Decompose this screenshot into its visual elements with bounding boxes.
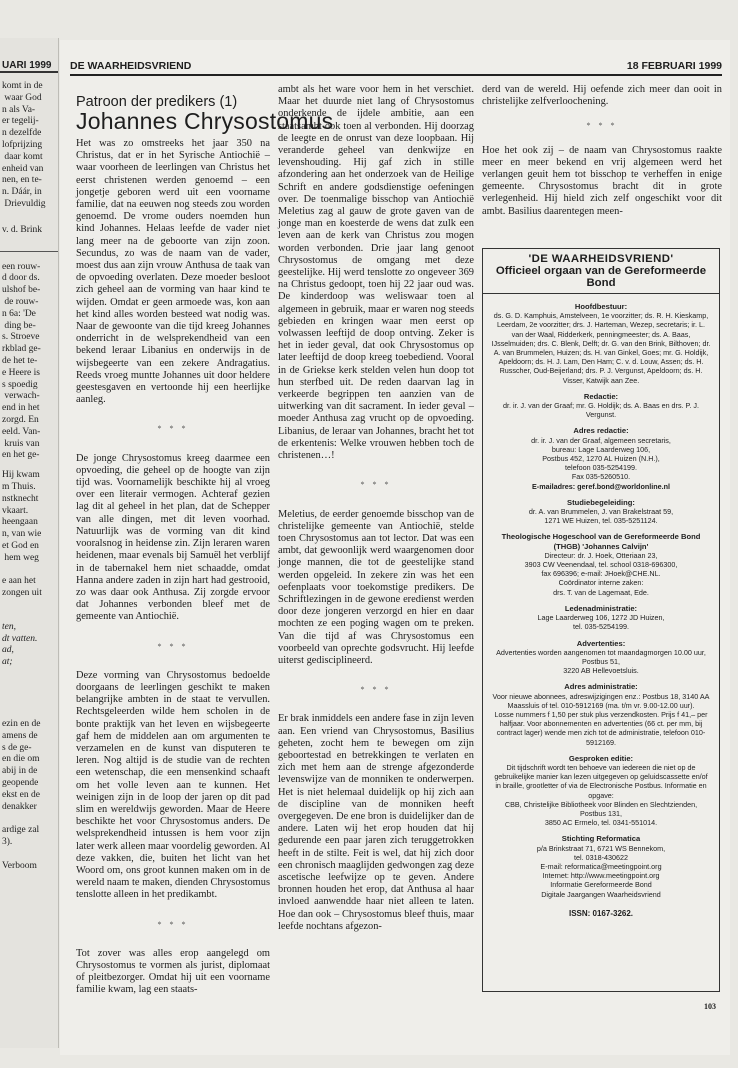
masthead-section xyxy=(491,834,711,898)
publication-name: DE WAARHEIDSVRIEND xyxy=(70,60,192,72)
masthead-section xyxy=(491,639,711,676)
section-separator: * * * xyxy=(360,685,392,695)
section-heading: Gesproken editie: xyxy=(568,753,634,763)
paragraph: De jonge Chrysostomus kreeg daarmee een opvoeding, die geheel op de hoogte van zijn tijd was. Voornamelijk beschikte hij al vroeg over een literair vermogen. Achteraf gezien lag dit al geheel in het plan, dat de Schepper van alle dingen, met dit leven voorhad. Natuurlijk was de vorming van dit kind vooralsnog in heidense zin. Zijn leraren waren heidenen, maar evenals bij Samuël het verblijf in de tabernakel hem niet schaadde, omdat Hanna andere zaden in zijn hart had gestrooid, zo was daar ook Anthusa. Zij zorgde ervoor dat Johannes verbonden bleef met de gemeente van Antiochië. xyxy=(76,452,270,623)
paragraph: derd van de wereld. Hij oefende zich meer dan ooit in christelijke zelfverloochening. xyxy=(482,84,722,108)
section-heading: Studiebegeleiding: xyxy=(567,497,635,507)
previous-page-poem: ten, dt vatten. ad, at; xyxy=(2,621,38,668)
section-text: ds. G. D. Kamphuis, Amstelveen, 1e voorzitter; ds. R. H. Kieskamp, Leerdam, 2e voorzitter; drs. J. Harteman, Wezep, secretaris; ir. L. van der Waal, Ridderkerk, penningmeester; ds. A. Baas, IJsselmuiden; drs. C. Blenk, Delft; dr. G. van den Brink, Bilthoven; dr. A. van Brummelen, Huizen; ds. H. van Ginkel, Goes; mr. G. Holdijk, Apeldoorn; ds. H. J. Lam, Den Ham; C. v. d. Louw, Assen; ds. H. Russcher, Oud-Beijerland; drs. P. J. Vergunst, Apeldoorn; ds. H. Visser, Katwijk aan Zee. xyxy=(491,311,711,385)
running-header xyxy=(70,58,722,76)
paragraph: ambt als het ware voor hem in het verschiet. Maar het duurde niet lang of Chrysostomus onderkende de ijdele ambitie, aan een staatsambt ook toen al verbonden. Hij doorzag de leegte en de onrust van deze loopbaan. Hij veranderde geheel van denkwijze en levenshouding. Hij gaf zich in stille afzondering aan het onderzoek van de Heilige Schrift en andere godsdienstige oefeningen over. De toenmalige bisschop van Antiochië Meletius zag al gauw de grote gaven van de jonge man en koesterde de wens dat zulk een leven aan de kerk van Christus zou mogen worden verbonden. Drie jaar lang genoot Chrysostomus de omgang met deze geestelijke. Hij werd tenslotte zo ongeveer 369 na Christus gedoopt, toen hij 22 jaar oud was. De kinderdoop was weliswaar toen al algemeen in gebruik, maar er waren nog steeds gebieden en kringen waar men eerst op volwassen leeftijd de doop ontving. Zeker is het in ieder geval, dat ook Chrysostomus op later leeftijd de doop kreeg toebediend. Vooral in de Griekse kerk stelden velen hun doop tot hun sterfbed uit. De reden daarvan lag in verkeerde begrippen ten aanzien van de uitwerking van dit sacrament. In ieder geval – moeder Anthusa zag vrucht op de opvoeding. Libanius, de leraar van Johannes, bracht het tot de erkentenis: Welke vrouwen hebben toch de christenen…! xyxy=(278,84,474,462)
previous-page-text-lower: Hij kwam m Thuis. nstknecht vkaart. heengaan n, van wie et God en hem weg e aan het zongen uit xyxy=(2,470,42,599)
masthead-section xyxy=(491,754,711,828)
section-separator: * * * xyxy=(586,121,618,131)
section-separator: * * * xyxy=(157,641,189,651)
masthead-section xyxy=(491,482,711,491)
masthead-title: 'DE WAARHEIDSVRIEND' xyxy=(528,253,674,265)
email-address: E-mailadres: geref.bond@worldonline.nl xyxy=(532,481,670,491)
previous-page-divider xyxy=(0,251,58,252)
paragraph: Meletius, de eerder genoemde bisschop van de christelijke gemeente van Antiochië, stelde toen Chrysostomus aan tot lector. Dat was een ambt, dat gewoonlijk werd waargenomen door jonge mannen, die tot de geestelijke stand werden opgeleid. In zekere zin was het een oefenplaats voor toekomstige predikers. De Schriftlezingen in de gewone eredienst werden door deze jongeren verzorgd en hier en daar mochten ze een poging wagen om te preken. Van die tijd af was Chrysostomus een voorbeeld van oprechte godsvrucht. Hij leefde uiterst gedisciplineerd. xyxy=(278,508,474,666)
previous-page-text-mid: een rouw- d door ds. ulshof be- de rouw- n 6a: 'De ding be- s. Stroeve rkblad ge- de het te- e Heere is s spoedig verwach- end in het zorgd. En eeld. Van- kruis van en het ge- xyxy=(2,261,41,461)
section-text: dr. ir. J. van der Graaf; mr. G. Holdijk; ds. A. Baas en drs. P. J. Vergunst. xyxy=(502,401,699,420)
masthead-section xyxy=(491,302,711,385)
issue-date: 18 FEBRUARI 1999 xyxy=(626,60,722,72)
masthead-section xyxy=(491,498,711,526)
masthead-section xyxy=(491,392,711,420)
section-heading: Advertenties: xyxy=(576,638,626,648)
section-heading: Hoofdbestuur: xyxy=(574,302,628,311)
masthead-section xyxy=(491,426,711,481)
masthead-box xyxy=(482,248,720,992)
article-kicker: Patroon der predikers (1) xyxy=(76,94,238,110)
paragraph: Tot zover was alles erop aangelegd om Chrysostomus te vormen als jurist, diplomaat of pleitbezorger. Omdat hij uit een voorname familie kwam, lag een staats- xyxy=(76,947,270,996)
section-text: Lage Laarderweg 106, 1272 JD Huizen, tel. 035-5254199. xyxy=(537,613,665,632)
issn-number: ISSN: 0167-3262. xyxy=(568,908,634,918)
page-number: 103 xyxy=(704,1002,716,1011)
previous-page-strip xyxy=(0,38,59,1048)
section-text: Dit tijdschrift wordt ten behoeve van iedereen die niet op de gebruikelijke manier kan lezen uitgegeven op geluidscassette en/of in braille, grootletter of via de Electronische Postbus. Informatie en opgave: CBB, Christelijke Bibliotheek voor Blinden en Slechtzienden, Postbus 131, 3850 AC Ermelo, tel. 0341-551014. xyxy=(494,762,708,828)
section-separator: * * * xyxy=(360,480,392,490)
section-text: Advertenties worden aangenomen tot maandagmorgen 10.00 uur, Postbus 51, 3220 AB Hellevoetsluis. xyxy=(496,647,706,676)
article-column-2 xyxy=(278,84,474,933)
previous-page-signature: v. d. Brink xyxy=(2,224,43,235)
section-heading: Redactie: xyxy=(583,391,619,401)
paragraph: Het was zo omstreeks het jaar 350 na Christus, dat er in het Syrische Antiochië – waar voorheen de leerlingen van Christus het eerst christenen werden genoemd – een jongetje geboren werd uit een voorname familie, dat na eeuwen nog steeds zou worden genoemd. De vrome ouders noemden hun kind Johannes. Helaas leefde de vader niet lang meer na de geboorte van zijn zoon. Secundus, zo was de naam van de vader, moest dus aan zijn vrouw Anthusa de taak van de opvoeding overlaten. Deze moeder besloot zich geheel aan de vorming van haar kind te wijden. Omdat er geen armoede was, kon aan het kind alles worden besteed wat nodig was. Naar de gewoonte van die tijd kreeg Johannes onderricht in de welsprekendheid van een bekend leraar Libanius en onderwijs in de wijsbegeerte van een zekere Andragatius. Reeds vroeg muntte Johannes uit door heldere geestesgaven en vertoonde hij een heerlijke aanleg. xyxy=(76,138,270,406)
article-column-3 xyxy=(482,84,722,218)
masthead-divider xyxy=(483,293,719,294)
paragraph: Hoe het ook zij – de naam van Chrysostomus raakte meer en meer bekend en vrij algemeen werd het verlangen geuit hem tot bisschop te verheffen in enige gemeente. Chrysostomus bracht dit in grote verlegenheid. Hij hield zich zelf ongeschikt voor dit ambt. Basilius daarentegen meen- xyxy=(482,144,722,217)
section-heading: Theologische Hogeschool van de Gereformeerde Bond (THGB) 'Johannes Calvijn' xyxy=(501,532,701,551)
section-text: dr. ir. J. van der Graaf, algemeen secretaris, bureau: Lage Laarderweg 106, Postbus 452, 1270 AL Huizen (N.H.), telefoon 035-5254199. Fax 035-5260510. xyxy=(531,435,671,482)
paragraph: Er brak inmiddels een andere fase in zijn leven aan. Een vriend van Chrysostomus, Basilius geheten, zocht hem te bewegen om zijn geboortestad en betrekkingen te verlaten en zich met hem aan de strenge afgezonderde levenswijze van de monniken te onderwerpen. Het is niet helemaal duidelijk op hij zich aan de discipline van de monniken heeft overgegeven. De ene bron is duidelijker dan de andere. Laten wij het erop houden dat hij gedurende een paar jaren zich teruggetrokken heeft in de stilte. Feit is wel, dat hij zich door een chronisch maaglijden gedwongen zag deze ascetische leefwijze op te geven. Andere bronnen houden het erop, dat Anthusa al haar invloed aanwendde haar niet alleen te laten. Hoe dan ook – Chrysostomus bleef thuis, maar leefde nochtans afgezon- xyxy=(278,713,475,932)
section-separator: * * * xyxy=(157,919,189,929)
masthead-section xyxy=(491,604,711,632)
section-text: Voor nieuwe abonnees, adreswijzigingen enz.: Postbus 18, 3140 AA Maassluis of tel. 010-5912169 (ma. t/m vr. 9.00-12.00 uur). Losse nummers f 1,50 per stuk plus verzendkosten. Prijs f 41,– per halfjaar. Voor abonnementen en advertenties (66 ct. per mm, bij contract lager) wende men zich tot de administratie, telefoon 010-5912169. xyxy=(492,691,710,747)
section-heading: Stichting Reformatica xyxy=(561,834,641,844)
section-text: Directeur: dr. J. Hoek, Otteriaan 23, 3903 CW Veenendaal, tel. school 0318-696300, fax 696396; e-mail: JHoek@CHE.NL. Coördinator interne zaken: drs. T. van de Lagemaat, Ede. xyxy=(524,550,678,597)
paragraph: Deze vorming van Chrysostomus bedoelde doorgaans de leerlingen geschikt te maken belangrijke ambten in de staat te vervullen. Rechtsgeleerden wilde hem scholen in de bonte praktijk van het leven en wijsbegeerte gaf hem de middelen aan om argumenten te verzamelen en de kunst van disputeren te leren. Nog altijd is de studie van de rechten een wetenschap, die een mensenkind schaaft om het volle leven aan te kunnen. Het weinigen zijn in de loop der jaren op dit pad slim en wereldwijs geworden. Maar de Heere beschikte het voor Chrysostomus anders. De welsprekendheid intussen is hem voor zijn later werk alleen maar voordelig geworden. Al deze vakken, die, buiten het licht van het Woord om, ons groot kunnen maken om in de wereld naam te maken, dienden Chrysostomus tenslotte alleen in het predikambt. xyxy=(76,669,270,901)
section-heading: Ledenadministratie: xyxy=(564,603,638,613)
article-column-1 xyxy=(76,138,270,997)
section-separator: * * * xyxy=(157,424,189,434)
article-title: Johannes Chrysostomus xyxy=(76,108,334,134)
section-text: dr. A. van Brummelen, J. van Brakelstraat 59, 1271 WE Huizen, tel. 035-5251124. xyxy=(528,507,674,526)
section-heading: Adres redactie: xyxy=(573,426,629,436)
previous-page-header: UARI 1999 xyxy=(0,38,58,73)
previous-page-text-bottom: ezin en de amens de s de ge- en die om abij in de geopende ekst en de denakker ardige zal 3). Verboom xyxy=(2,719,41,871)
magazine-page xyxy=(60,40,730,1055)
previous-page-text-top: komt in de waar God n als Va- er tegelij- n dezelfde lofprijzing daar komt enheid van nen, en te- n. Dáár, in Drievuldig xyxy=(2,81,46,209)
masthead-section xyxy=(491,682,711,746)
masthead-subtitle: Officieel orgaan van de Gereformeerde Bond xyxy=(495,265,707,289)
section-heading: Adres administratie: xyxy=(564,682,638,692)
section-text: p/a Brinkstraat 71, 6721 WS Bennekom, tel. 0318-430622 E-mail: reformatica@meetingpoint.org Internet: http://www.meetingpoint.org Informatie Gereformeerde Bond Digitale Jaargangen Waarheidsvriend xyxy=(536,843,666,899)
masthead-section xyxy=(491,532,711,596)
